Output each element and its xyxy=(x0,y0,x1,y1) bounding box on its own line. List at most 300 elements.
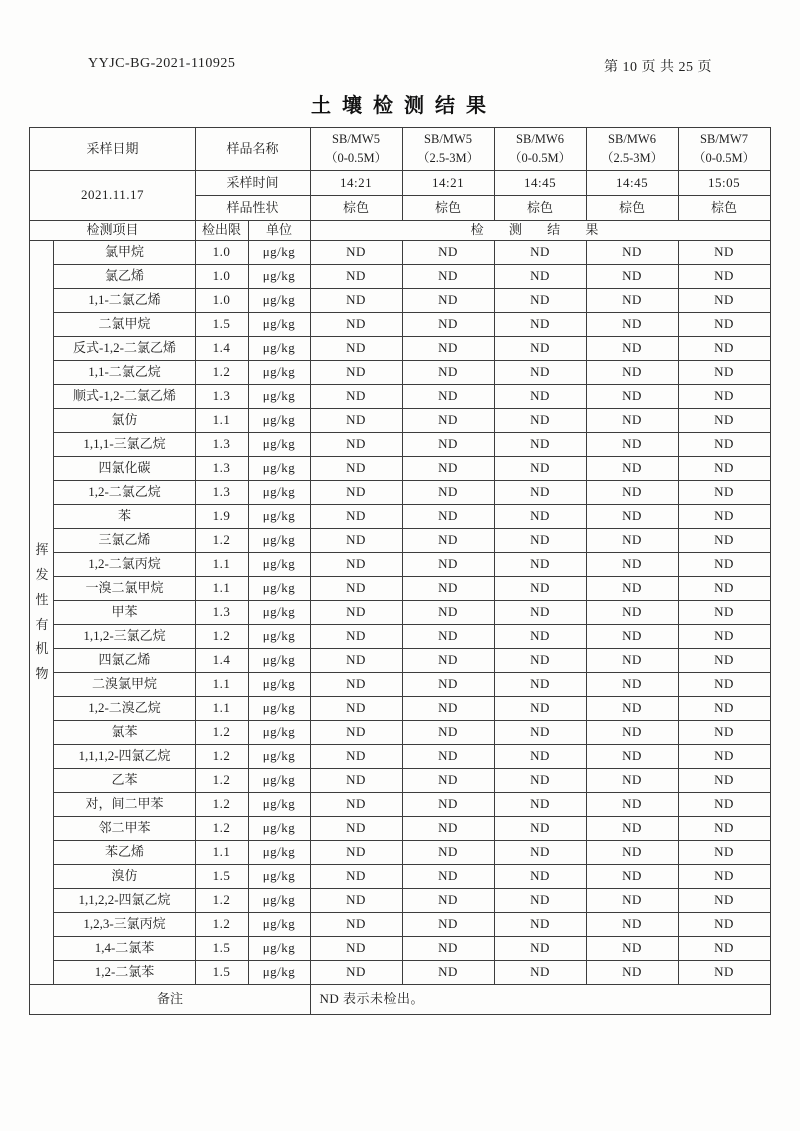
unit-value: μg/kg xyxy=(248,457,310,481)
table-row xyxy=(30,601,770,625)
result-value: ND xyxy=(494,961,586,985)
unit-value: μg/kg xyxy=(248,721,310,745)
result-value: ND xyxy=(402,817,494,841)
test-result-label: 检 测 结 果 xyxy=(310,221,770,241)
table-row xyxy=(30,937,770,961)
sampling-time-value: 14:45 xyxy=(494,171,586,196)
detection-limit-value: 1.5 xyxy=(195,961,248,985)
sample-character-value: 棕色 xyxy=(402,196,494,221)
detection-limit-value: 1.1 xyxy=(195,577,248,601)
sampling-date-value: 2021.11.17 xyxy=(30,171,195,221)
table-row xyxy=(30,697,770,721)
result-value: ND xyxy=(678,265,770,289)
result-value: ND xyxy=(494,505,586,529)
detection-limit-value: 1.2 xyxy=(195,625,248,649)
result-value: ND xyxy=(678,361,770,385)
result-value: ND xyxy=(494,937,586,961)
result-value: ND xyxy=(402,937,494,961)
chemical-name: 1,1-二氯乙烷 xyxy=(54,361,195,385)
result-value: ND xyxy=(310,673,402,697)
unit-value: μg/kg xyxy=(248,361,310,385)
chemical-name: 二氯甲烷 xyxy=(54,313,195,337)
table-row xyxy=(30,745,770,769)
result-value: ND xyxy=(310,865,402,889)
chemical-name: 乙苯 xyxy=(54,769,195,793)
result-value: ND xyxy=(402,697,494,721)
table-row xyxy=(30,577,770,601)
result-value: ND xyxy=(586,337,678,361)
unit-value: μg/kg xyxy=(248,241,310,265)
table-row xyxy=(30,505,770,529)
detection-limit-value: 1.4 xyxy=(195,649,248,673)
result-value: ND xyxy=(678,313,770,337)
table-row xyxy=(30,649,770,673)
table-row xyxy=(30,433,770,457)
page-number: 第 10 页 共 25 页 xyxy=(604,60,712,75)
result-value: ND xyxy=(586,793,678,817)
result-value: ND xyxy=(310,313,402,337)
chemical-name: 氯苯 xyxy=(54,721,195,745)
table-row xyxy=(30,337,770,361)
result-value: ND xyxy=(402,841,494,865)
detection-limit-value: 1.3 xyxy=(195,433,248,457)
unit-value: μg/kg xyxy=(248,649,310,673)
chemical-name: 氯甲烷 xyxy=(54,241,195,265)
result-value: ND xyxy=(586,361,678,385)
result-value: ND xyxy=(586,817,678,841)
sample-depth: （0-0.5M） xyxy=(508,151,572,165)
result-value: ND xyxy=(678,913,770,937)
sample-character-value: 棕色 xyxy=(586,196,678,221)
unit-value: μg/kg xyxy=(248,265,310,289)
result-value: ND xyxy=(402,649,494,673)
chemical-name: 四氯化碳 xyxy=(54,457,195,481)
table-row xyxy=(30,409,770,433)
table-row xyxy=(30,289,770,313)
result-value: ND xyxy=(494,553,586,577)
chemical-name: 1,1,1-三氯乙烷 xyxy=(54,433,195,457)
result-value: ND xyxy=(494,313,586,337)
table-row xyxy=(30,841,770,865)
unit-value: μg/kg xyxy=(248,865,310,889)
result-value: ND xyxy=(402,409,494,433)
sampling-time-value: 14:21 xyxy=(310,171,402,196)
detection-limit-label: 检出限 xyxy=(195,221,248,241)
sample-name-label: 样品名称 xyxy=(195,128,310,171)
result-value: ND xyxy=(586,745,678,769)
result-value: ND xyxy=(494,409,586,433)
result-value: ND xyxy=(494,889,586,913)
chemical-name: 1,1-二氯乙烯 xyxy=(54,289,195,313)
result-value: ND xyxy=(678,457,770,481)
unit-value: μg/kg xyxy=(248,745,310,769)
remark-row xyxy=(30,985,770,1015)
result-value: ND xyxy=(494,673,586,697)
result-value: ND xyxy=(494,745,586,769)
sample-id: SB/MW5 xyxy=(332,132,380,147)
chemical-name: 氯仿 xyxy=(54,409,195,433)
result-value: ND xyxy=(678,793,770,817)
unit-value: μg/kg xyxy=(248,601,310,625)
result-value: ND xyxy=(310,529,402,553)
result-value: ND xyxy=(678,769,770,793)
result-value: ND xyxy=(586,529,678,553)
document-header xyxy=(0,0,800,76)
result-value: ND xyxy=(678,937,770,961)
result-value: ND xyxy=(586,385,678,409)
chemical-name: 苯 xyxy=(54,505,195,529)
result-value: ND xyxy=(494,913,586,937)
result-value: ND xyxy=(678,241,770,265)
result-value: ND xyxy=(586,913,678,937)
result-value: ND xyxy=(402,337,494,361)
result-value: ND xyxy=(586,697,678,721)
result-value: ND xyxy=(310,649,402,673)
sampling-time-label: 采样时间 xyxy=(195,171,310,196)
chemical-name: 氯乙烯 xyxy=(54,265,195,289)
sample-character-value: 棕色 xyxy=(310,196,402,221)
result-value: ND xyxy=(494,241,586,265)
soil-test-results-table xyxy=(29,127,770,1015)
result-value: ND xyxy=(310,457,402,481)
remark-section xyxy=(30,985,770,1015)
result-value: ND xyxy=(310,577,402,601)
result-value: ND xyxy=(678,337,770,361)
chemical-name: 1,1,2-三氯乙烷 xyxy=(54,625,195,649)
sample-id: SB/MW7 xyxy=(700,132,748,147)
result-value: ND xyxy=(310,769,402,793)
result-value: ND xyxy=(310,913,402,937)
result-value: ND xyxy=(586,409,678,433)
chemical-name: 1,2,3-三氯丙烷 xyxy=(54,913,195,937)
result-value: ND xyxy=(586,457,678,481)
result-value: ND xyxy=(678,649,770,673)
page-title: 土 壤 检 测 结 果 xyxy=(311,95,489,117)
sampling-time-value: 15:05 xyxy=(678,171,770,196)
table-row xyxy=(30,457,770,481)
sample-column-header xyxy=(402,128,494,171)
detection-limit-value: 1.2 xyxy=(195,817,248,841)
detection-limit-value: 1.5 xyxy=(195,313,248,337)
result-value: ND xyxy=(494,649,586,673)
result-value: ND xyxy=(310,241,402,265)
sampling-time-row xyxy=(30,171,770,196)
result-value: ND xyxy=(678,865,770,889)
table-row xyxy=(30,889,770,913)
result-value: ND xyxy=(310,481,402,505)
chemical-name: 顺式-1,2-二氯乙烯 xyxy=(54,385,195,409)
sample-id: SB/MW5 xyxy=(424,132,472,147)
table-row xyxy=(30,553,770,577)
result-value: ND xyxy=(586,433,678,457)
result-value: ND xyxy=(678,577,770,601)
result-value: ND xyxy=(678,385,770,409)
result-value: ND xyxy=(678,625,770,649)
chemical-name: 1,1,2,2-四氯乙烷 xyxy=(54,889,195,913)
result-value: ND xyxy=(678,529,770,553)
detection-limit-value: 1.0 xyxy=(195,241,248,265)
result-value: ND xyxy=(402,913,494,937)
result-value: ND xyxy=(402,865,494,889)
result-value: ND xyxy=(402,361,494,385)
result-value: ND xyxy=(494,361,586,385)
result-value: ND xyxy=(586,889,678,913)
result-value: ND xyxy=(402,385,494,409)
sample-column-header xyxy=(310,128,402,171)
result-value: ND xyxy=(494,529,586,553)
result-value: ND xyxy=(494,481,586,505)
result-value: ND xyxy=(310,361,402,385)
unit-value: μg/kg xyxy=(248,577,310,601)
unit-value: μg/kg xyxy=(248,505,310,529)
unit-value: μg/kg xyxy=(248,385,310,409)
unit-label: 单位 xyxy=(248,221,310,241)
result-value: ND xyxy=(310,433,402,457)
result-value: ND xyxy=(310,601,402,625)
unit-value: μg/kg xyxy=(248,529,310,553)
result-value: ND xyxy=(586,241,678,265)
result-value: ND xyxy=(586,625,678,649)
table-row xyxy=(30,961,770,985)
chemical-name: 1,2-二氯丙烷 xyxy=(54,553,195,577)
result-value: ND xyxy=(310,337,402,361)
result-value: ND xyxy=(310,505,402,529)
detection-limit-value: 1.5 xyxy=(195,937,248,961)
table-row xyxy=(30,913,770,937)
detection-limit-value: 1.2 xyxy=(195,745,248,769)
chemical-name: 1,1,1,2-四氯乙烷 xyxy=(54,745,195,769)
result-value: ND xyxy=(586,577,678,601)
chemical-name: 一溴二氯甲烷 xyxy=(54,577,195,601)
result-value: ND xyxy=(678,601,770,625)
result-value: ND xyxy=(678,505,770,529)
result-value: ND xyxy=(678,721,770,745)
result-value: ND xyxy=(402,769,494,793)
result-value: ND xyxy=(310,409,402,433)
table-row xyxy=(30,529,770,553)
result-value: ND xyxy=(402,313,494,337)
table-row xyxy=(30,625,770,649)
result-value: ND xyxy=(586,601,678,625)
result-value: ND xyxy=(586,265,678,289)
result-value: ND xyxy=(494,577,586,601)
chemical-name: 1,2-二溴乙烷 xyxy=(54,697,195,721)
result-value: ND xyxy=(678,553,770,577)
sample-depth: （2.5-3M） xyxy=(416,151,480,165)
table-row xyxy=(30,265,770,289)
detection-limit-value: 1.1 xyxy=(195,673,248,697)
result-value: ND xyxy=(310,721,402,745)
sample-depth: （2.5-3M） xyxy=(600,151,664,165)
result-value: ND xyxy=(494,625,586,649)
unit-value: μg/kg xyxy=(248,337,310,361)
unit-value: μg/kg xyxy=(248,961,310,985)
result-value: ND xyxy=(310,817,402,841)
result-value: ND xyxy=(402,553,494,577)
result-value: ND xyxy=(586,769,678,793)
result-value: ND xyxy=(586,289,678,313)
result-value: ND xyxy=(494,793,586,817)
unit-value: μg/kg xyxy=(248,913,310,937)
chemical-name: 三氯乙烯 xyxy=(54,529,195,553)
result-value: ND xyxy=(494,457,586,481)
unit-value: μg/kg xyxy=(248,937,310,961)
detection-limit-value: 1.0 xyxy=(195,265,248,289)
result-value: ND xyxy=(678,961,770,985)
result-value: ND xyxy=(402,433,494,457)
result-value: ND xyxy=(310,793,402,817)
result-value: ND xyxy=(586,721,678,745)
detection-limit-value: 1.2 xyxy=(195,361,248,385)
table-row xyxy=(30,673,770,697)
sample-name-row xyxy=(30,128,770,171)
result-value: ND xyxy=(402,457,494,481)
detection-limit-value: 1.3 xyxy=(195,481,248,505)
detection-limit-value: 1.3 xyxy=(195,457,248,481)
detection-limit-value: 1.1 xyxy=(195,553,248,577)
chemical-name: 二溴氯甲烷 xyxy=(54,673,195,697)
result-value: ND xyxy=(402,673,494,697)
chemical-name: 1,2-二氯乙烷 xyxy=(54,481,195,505)
sample-depth: （0-0.5M） xyxy=(324,151,388,165)
result-value: ND xyxy=(678,289,770,313)
result-value: ND xyxy=(402,265,494,289)
detection-limit-value: 1.2 xyxy=(195,529,248,553)
result-value: ND xyxy=(310,553,402,577)
sample-id: SB/MW6 xyxy=(516,132,564,147)
table-row xyxy=(30,793,770,817)
table-row xyxy=(30,313,770,337)
detection-limit-value: 1.3 xyxy=(195,385,248,409)
test-item-label: 检测项目 xyxy=(30,221,195,241)
detection-limit-value: 1.5 xyxy=(195,865,248,889)
result-value: ND xyxy=(678,817,770,841)
detection-limit-value: 1.3 xyxy=(195,601,248,625)
result-value: ND xyxy=(586,313,678,337)
result-value: ND xyxy=(494,841,586,865)
sample-column-header xyxy=(494,128,586,171)
result-value: ND xyxy=(494,721,586,745)
sample-column-header xyxy=(678,128,770,171)
result-value: ND xyxy=(402,529,494,553)
result-value: ND xyxy=(402,793,494,817)
chemical-name: 对，间二甲苯 xyxy=(54,793,195,817)
result-value: ND xyxy=(310,889,402,913)
result-value: ND xyxy=(310,265,402,289)
result-value: ND xyxy=(678,889,770,913)
remark-label: 备注 xyxy=(30,985,310,1015)
sampling-date-label: 采样日期 xyxy=(30,128,195,171)
sampling-time-value: 14:45 xyxy=(586,171,678,196)
unit-value: μg/kg xyxy=(248,793,310,817)
detection-limit-value: 1.9 xyxy=(195,505,248,529)
result-value: ND xyxy=(494,817,586,841)
detection-limit-value: 1.1 xyxy=(195,841,248,865)
result-value: ND xyxy=(494,385,586,409)
result-value: ND xyxy=(402,577,494,601)
result-value: ND xyxy=(310,937,402,961)
result-value: ND xyxy=(494,697,586,721)
result-value: ND xyxy=(310,745,402,769)
table-header-rows xyxy=(30,128,770,241)
result-value: ND xyxy=(310,697,402,721)
unit-value: μg/kg xyxy=(248,697,310,721)
result-value: ND xyxy=(402,505,494,529)
result-value: ND xyxy=(402,745,494,769)
table-row xyxy=(30,817,770,841)
result-value: ND xyxy=(586,553,678,577)
chemical-name: 苯乙烯 xyxy=(54,841,195,865)
result-value: ND xyxy=(402,601,494,625)
result-value: ND xyxy=(402,241,494,265)
remark-text: ND 表示未检出。 xyxy=(310,985,770,1015)
result-value: ND xyxy=(310,289,402,313)
sample-character-value: 棕色 xyxy=(494,196,586,221)
result-value: ND xyxy=(402,889,494,913)
result-value: ND xyxy=(586,841,678,865)
result-value: ND xyxy=(586,673,678,697)
document-number: YYJC-BG-2021-110925 xyxy=(88,56,236,71)
result-value: ND xyxy=(494,289,586,313)
unit-value: μg/kg xyxy=(248,481,310,505)
table-row xyxy=(30,361,770,385)
table-row xyxy=(30,481,770,505)
result-value: ND xyxy=(402,961,494,985)
result-value: ND xyxy=(310,961,402,985)
detection-limit-value: 1.0 xyxy=(195,289,248,313)
result-value: ND xyxy=(494,433,586,457)
chemical-name: 1,4-二氯苯 xyxy=(54,937,195,961)
result-value: ND xyxy=(678,481,770,505)
result-value: ND xyxy=(678,745,770,769)
detection-limit-value: 1.2 xyxy=(195,793,248,817)
chemical-name: 邻二甲苯 xyxy=(54,817,195,841)
sample-id: SB/MW6 xyxy=(608,132,656,147)
unit-value: μg/kg xyxy=(248,769,310,793)
detection-limit-value: 1.1 xyxy=(195,697,248,721)
unit-value: μg/kg xyxy=(248,553,310,577)
result-value: ND xyxy=(310,841,402,865)
sampling-time-value: 14:21 xyxy=(402,171,494,196)
unit-value: μg/kg xyxy=(248,313,310,337)
result-value: ND xyxy=(586,865,678,889)
sample-character-value: 棕色 xyxy=(678,196,770,221)
unit-value: μg/kg xyxy=(248,289,310,313)
chemical-rows xyxy=(30,241,770,985)
table-row xyxy=(30,769,770,793)
table-row xyxy=(30,241,770,265)
sample-character-label: 样品性状 xyxy=(195,196,310,221)
detection-limit-value: 1.2 xyxy=(195,913,248,937)
chemical-name: 1,2-二氯苯 xyxy=(54,961,195,985)
chemical-name: 甲苯 xyxy=(54,601,195,625)
result-value: ND xyxy=(402,481,494,505)
result-value: ND xyxy=(678,841,770,865)
category-label-voc: 挥 发 性 有 机 物 xyxy=(30,241,54,985)
result-value: ND xyxy=(494,337,586,361)
result-value: ND xyxy=(310,385,402,409)
unit-value: μg/kg xyxy=(248,409,310,433)
result-value: ND xyxy=(494,865,586,889)
table-row xyxy=(30,385,770,409)
result-value: ND xyxy=(678,433,770,457)
chemical-name: 反式-1,2-二氯乙烯 xyxy=(54,337,195,361)
result-value: ND xyxy=(586,505,678,529)
detection-limit-value: 1.2 xyxy=(195,721,248,745)
result-value: ND xyxy=(310,625,402,649)
result-value: ND xyxy=(678,673,770,697)
unit-value: μg/kg xyxy=(248,433,310,457)
